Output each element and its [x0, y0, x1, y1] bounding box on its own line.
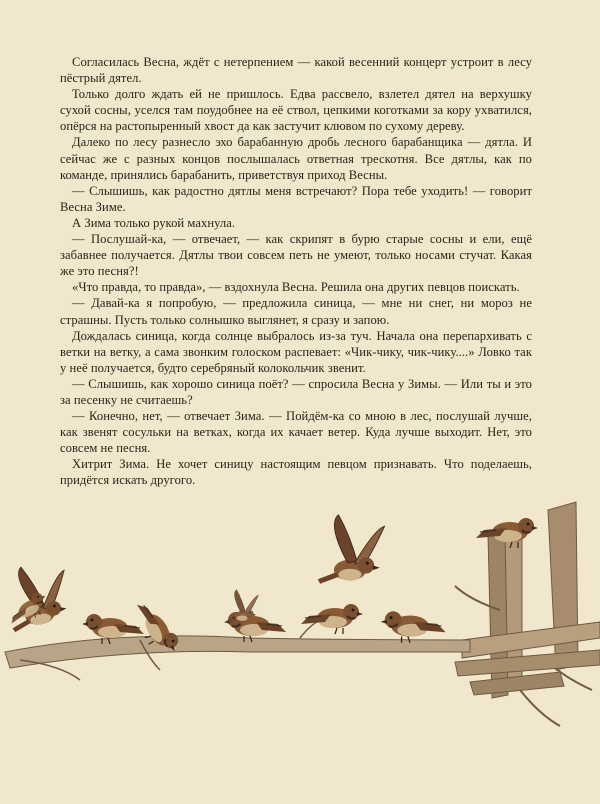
- paragraph: Согласилась Весна, ждёт с нетерпением — какой весенний концерт устроит в лесу пёстрый дятел.: [60, 55, 532, 86]
- paragraph: — Слышишь, как радостно дятлы меня встречают? Пора тебе уходить! — говорит Весна Зиме.: [60, 183, 532, 214]
- sparrow-5: [301, 604, 363, 634]
- paragraph: «Что правда, то правда», — вздохнула Весна. Решила она других певцов поискать.: [72, 280, 520, 295]
- paragraph: Хитрит Зима. Не хочет синицу настоящим певцом признавать. Что поделаешь, придётся искать другого.: [60, 457, 532, 488]
- paragraph: — Давай-ка я попробую, — предложила синица, — мне ни снег, ни мороз не страшны. Пусть только солнышко выглянет, я сразу и запою.: [60, 296, 532, 327]
- fence: [455, 502, 600, 726]
- paragraph: Дождалась синица, когда солнце выбралось из-за туч. Начала она перепархивать с ветки на ветку, а сама звонким голоском распевает: «Чик-чику, чик-чику....» Ловко так у неё получается, будто серебряный колокольчик звенит.: [60, 328, 532, 375]
- paragraph: — Послушай-ка, — отвечает, — как скрипят в бурю старые сосны и ели, ещё забавнее получается. Дятлы твои совсем петь не умеют, только носами стучат. Какая же это песня?!: [60, 232, 532, 279]
- sparrow-6: [381, 611, 446, 643]
- paragraph: А Зима только рукой махнула.: [72, 215, 236, 230]
- paragraph: — Конечно, нет, — отвечает Зима. — Пойдём-ка со мною в лес, послушай лучше, как звенят сосульки на ветках, когда их качает ветер. Куда лучше выходит. Нет, это совсем не песня.: [60, 409, 532, 456]
- sparrow-7: [318, 515, 385, 584]
- sparrows-illustration: [0, 490, 600, 730]
- paragraph: Только долго ждать ей не пришлось. Едва рассвело, взлетел дятел на верхушку сухой сосны, уселся там поудобнее на её ствол, цепкими коготками за кору ухватился, опёрся на растопыренный хвост да как застучит клювом по сухому дереву.: [60, 87, 532, 134]
- story-text: [60, 54, 532, 489]
- paragraph: Далеко по лесу разнесло эхо барабанную дробь лесного барабанщика — дятла. И сейчас же с разных концов послышалась ответная трескотня. Все дятлы, как по команде, принялись барабанить, приветствуя приход Весны.: [60, 135, 532, 182]
- paragraph: — Слышишь, как хорошо синица поёт? — спросила Весна у Зимы. — Или ты и это за песенку не считаешь?: [60, 376, 532, 407]
